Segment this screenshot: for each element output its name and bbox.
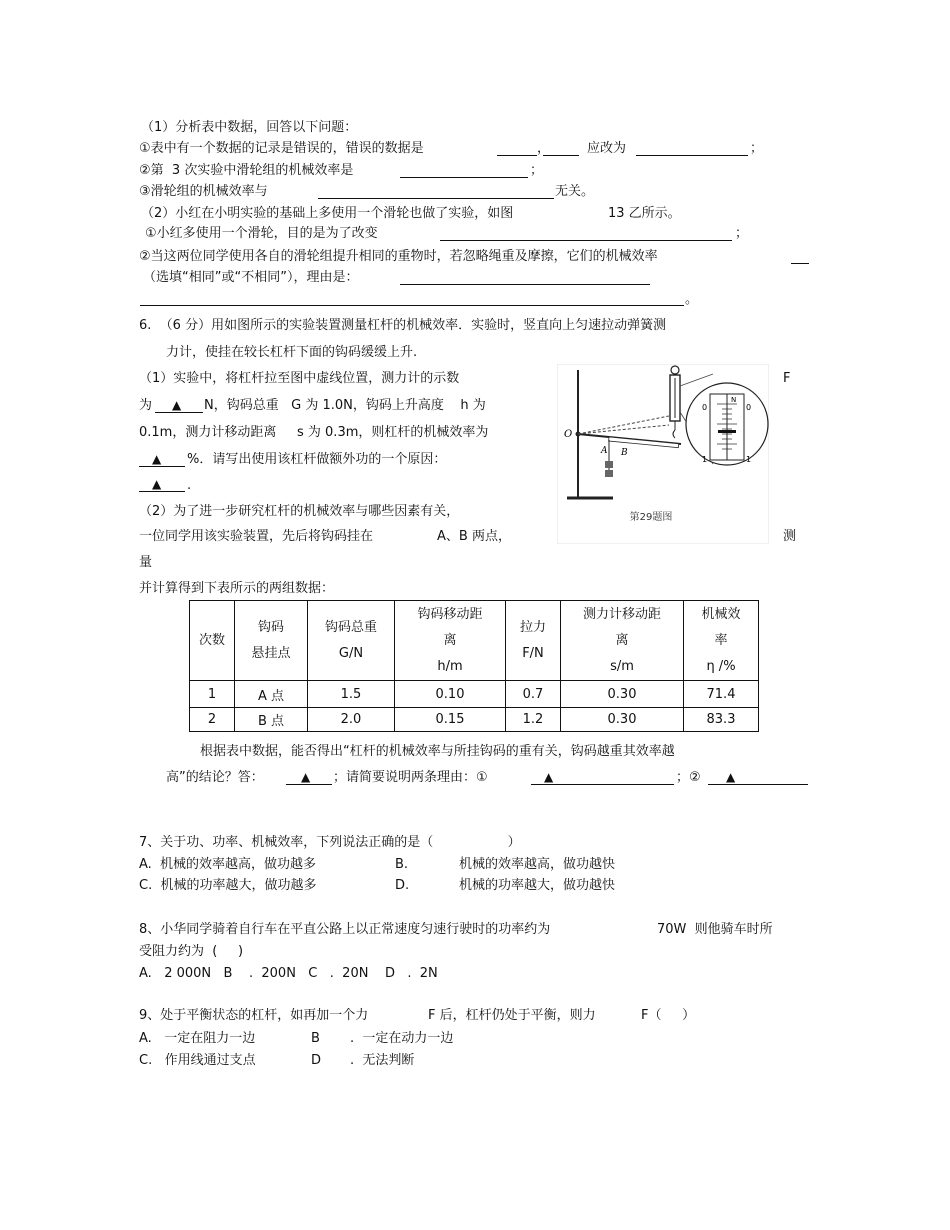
q6-conclusion-line2-b: ；请简要说明两条理由：① bbox=[333, 770, 488, 785]
answer-blank[interactable] bbox=[543, 141, 579, 156]
q5-line2: ②第 3 次实验中滑轮组的机械效率是 bbox=[139, 163, 354, 178]
header-weight: 钩码总重 G/N bbox=[308, 601, 395, 681]
scale-unit: N bbox=[731, 396, 737, 404]
cell-weight: 1.5 bbox=[308, 681, 395, 708]
q6-part1-line3: 0.1m，测力计移动距离 s 为 0.3m，则杠杆的机械效率为 bbox=[139, 425, 489, 440]
header-distance: 测力计移动距 离 s/m bbox=[561, 601, 684, 681]
q5-line1: ①表中有一个数据的记录是错误的，错误的数据是 bbox=[139, 141, 424, 156]
q5-part1-intro: （1）分析表中数据，回答以下问题： bbox=[141, 120, 358, 135]
semicolon: ； bbox=[735, 226, 749, 241]
q6-part1-line2-a: 为 bbox=[139, 398, 153, 413]
cell-weight: 2.0 bbox=[308, 708, 395, 732]
triangle-icon: ▲ bbox=[726, 770, 736, 784]
q6-conclusion: 根据表中数据，能否得出“杠杆的机械效率与所挂钩码的重有关，钩码越重其效率越 bbox=[200, 744, 675, 759]
q6-part1: （1）实验中，将杠杆拉至图中虚线位置，测力计的示数 bbox=[139, 371, 460, 386]
table-header-row bbox=[190, 601, 759, 681]
cell-distance: 0.30 bbox=[561, 681, 684, 708]
q6-part2-line2-c: 测 bbox=[783, 529, 797, 544]
q6-conclusion-line2-a: 高”的结论？答： bbox=[166, 770, 264, 785]
answer-blank[interactable] bbox=[708, 770, 808, 785]
q7-option-d: 机械的功率越大，做功越快 bbox=[459, 878, 616, 893]
cell-distance: 0.30 bbox=[561, 708, 684, 732]
pivot-label: O bbox=[564, 429, 573, 440]
lever-diagram bbox=[557, 364, 769, 544]
header-force: 拉力 F/N bbox=[506, 601, 561, 681]
triangle-icon: ▲ bbox=[152, 477, 162, 491]
q9-option-b-letter: B bbox=[311, 1031, 320, 1046]
q7-option-d-letter: D. bbox=[395, 878, 410, 893]
period: 。 bbox=[685, 292, 699, 307]
q9-stem-c: F（ ） bbox=[641, 1008, 696, 1023]
q6-part2-line4: 并计算得到下表所示的两组数据： bbox=[139, 581, 335, 596]
q6-part1-line4: %．请写出使用该杠杆做额外功的一个原因： bbox=[187, 452, 447, 467]
q8-stem-2: 受阻力约为 ( ) bbox=[139, 944, 244, 959]
comma: ， bbox=[537, 141, 551, 156]
answer-blank[interactable] bbox=[400, 163, 528, 178]
q9-option-d-letter: D bbox=[311, 1053, 322, 1068]
q5-part2-fig: 13 乙所示。 bbox=[608, 206, 681, 221]
q6-conclusion-line2-c: ；② bbox=[676, 770, 701, 785]
point-a-label: A bbox=[601, 446, 608, 456]
answer-blank[interactable] bbox=[140, 291, 684, 306]
q9-option-b: . 一定在动力一边 bbox=[350, 1031, 454, 1046]
figure-caption: 第29题图 bbox=[629, 512, 673, 523]
answer-blank[interactable] bbox=[497, 141, 537, 156]
answer-blank[interactable] bbox=[318, 184, 554, 199]
cell-hang-point: A 点 bbox=[235, 681, 308, 708]
table-row bbox=[190, 681, 759, 708]
q7-stem: 7、关于功、功率、机械效率，下列说法正确的是（ ） bbox=[139, 835, 521, 850]
answer-blank[interactable] bbox=[400, 270, 650, 285]
triangle-icon: ▲ bbox=[172, 398, 182, 412]
q6-part2-line2: 一位同学用该实验装置，先后将钩码挂在 bbox=[139, 529, 374, 544]
triangle-icon: ▲ bbox=[544, 770, 554, 784]
q5-line5: ②当这两位同学使用各自的滑轮组提升相同的重物时，若忽略绳重及摩擦，它们的机械效率 bbox=[139, 249, 658, 264]
table-row bbox=[190, 708, 759, 732]
semicolon: ； bbox=[530, 163, 544, 178]
q6-part2-line3: 量 bbox=[139, 555, 153, 570]
cell-force: 1.2 bbox=[506, 708, 561, 732]
cell-trial: 1 bbox=[190, 681, 235, 708]
period: . bbox=[187, 478, 192, 493]
q8-stem-b: 70W 则他骑车时所 bbox=[657, 922, 773, 937]
q9-stem: 9、处于平衡状态的杠杆，如再加一个力 bbox=[139, 1008, 369, 1023]
q7-option-b-letter: B. bbox=[395, 857, 409, 872]
cell-efficiency: 83.3 bbox=[684, 708, 759, 732]
q5-line6: （选填“相同”或“不相同”），理由是： bbox=[143, 270, 359, 285]
header-height: 钩码移动距 离 h/m bbox=[395, 601, 506, 681]
cell-force: 0.7 bbox=[506, 681, 561, 708]
point-b-label: B bbox=[621, 448, 628, 458]
answer-blank[interactable] bbox=[636, 141, 748, 156]
semicolon: ； bbox=[750, 141, 764, 156]
scale-zero-left: 0 bbox=[702, 403, 708, 412]
q7-option-c: C. 机械的功率越大，做功越多 bbox=[139, 878, 317, 893]
header-efficiency: 机械效 率 η /% bbox=[684, 601, 759, 681]
triangle-icon: ▲ bbox=[301, 770, 311, 784]
answer-blank[interactable] bbox=[440, 226, 732, 241]
q9-stem-b: F 后，杠杆仍处于平衡，则力 bbox=[428, 1008, 596, 1023]
cell-hang-point: B 点 bbox=[235, 708, 308, 732]
header-trial: 次数 bbox=[190, 601, 235, 681]
q5-part2-intro: （2）小红在小明实验的基础上多使用一个滑轮也做了实验，如图 bbox=[141, 206, 514, 221]
cell-height: 0.15 bbox=[395, 708, 506, 732]
scale-one-left: 1 bbox=[702, 455, 708, 464]
q5-line3: ③滑轮组的机械效率与 bbox=[139, 184, 268, 199]
q6-part1-line2-b: N，钩码总重 G 为 1.0N，钩码上升高度 h 为 bbox=[204, 398, 486, 413]
q5-line1-b: 应改为 bbox=[587, 141, 627, 156]
q5-line3-end: 无关。 bbox=[555, 184, 595, 199]
answer-blank[interactable] bbox=[139, 477, 185, 492]
scale-zero-right: 0 bbox=[746, 403, 752, 412]
cell-height: 0.10 bbox=[395, 681, 506, 708]
scale-one-right: 1 bbox=[746, 455, 752, 464]
cell-efficiency: 71.4 bbox=[684, 681, 759, 708]
lever-figure bbox=[557, 364, 769, 544]
answer-blank[interactable] bbox=[139, 452, 185, 467]
q5-line4: ①小红多使用一个滑轮，目的是为了改变 bbox=[145, 226, 378, 241]
triangle-icon: ▲ bbox=[152, 452, 162, 466]
answer-blank[interactable] bbox=[791, 249, 809, 264]
q8-options: A. 2 000N B . 200N C . 20N D . 2N bbox=[139, 966, 438, 981]
force-label: F bbox=[783, 371, 791, 386]
q6-part2: （2）为了进一步研究杠杆的机械效率与哪些因素有关， bbox=[139, 504, 460, 519]
cell-trial: 2 bbox=[190, 708, 235, 732]
q7-option-a: A. 机械的效率越高，做功越多 bbox=[139, 857, 317, 872]
lever-data-table bbox=[189, 600, 759, 732]
q8-stem: 8、小华同学骑着自行车在平直公路上以正常速度匀速行驶时的功率约为 bbox=[139, 922, 551, 937]
q9-option-a: A. 一定在阻力一边 bbox=[139, 1031, 256, 1046]
q6-intro-2: 力计，使挂在较长杠杆下面的钩码缓缓上升. bbox=[166, 345, 418, 360]
q6-intro: 6. （6 分）用如图所示的实验装置测量杠杆的机械效率．实验时，竖直向上匀速拉动弹簧测 bbox=[139, 318, 667, 333]
q9-option-c: C. 作用线通过支点 bbox=[139, 1053, 256, 1068]
q7-option-b: 机械的效率越高，做功越快 bbox=[459, 857, 616, 872]
q9-option-d: . 无法判断 bbox=[350, 1053, 415, 1068]
header-hang-point: 钩码 悬挂点 bbox=[235, 601, 308, 681]
q6-part2-line2-b: A、B 两点， bbox=[437, 529, 511, 544]
